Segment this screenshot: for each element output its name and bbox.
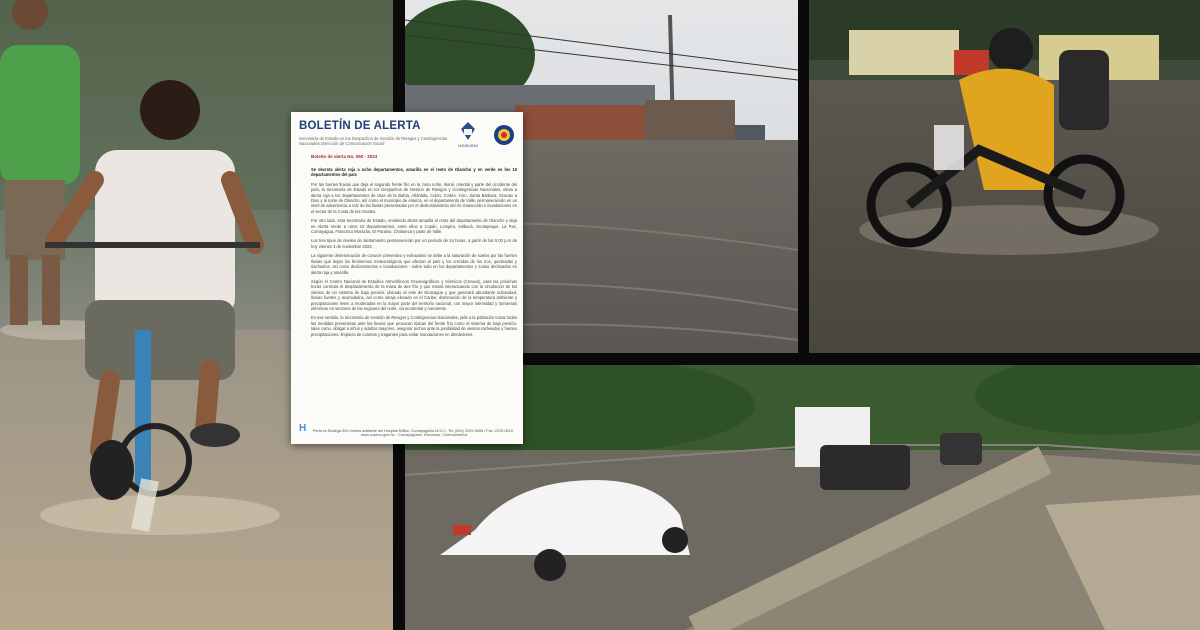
highway-image bbox=[405, 365, 1200, 630]
bulletin-body bbox=[311, 167, 517, 341]
bulletin-paragraph: En ese sentido, la Secretaría de Gestión de Riesgos y Contingencias Nacionales, pide a la población tomar todas las medidas preventivas ante las lluvias que provocan típicas del frente frío como el sistema de baja presión, tales como, obligar a niños y adultos mayores, asegurar techos ante la posibilidad de vientos racheados y fuertes precipitaciones, limpieza de cunetas y tragantes para evitar inundaciones en alrededores. bbox=[311, 315, 517, 337]
photo-motorcycle bbox=[809, 0, 1200, 353]
bulletin-paragraph: La siguiente determinación de conocer preventivo y exhaustivo se debe a la saturación de suelos por las fuertes lluvias que dejan los fenómenos meteorológicos que afectan al país y los crecidas de los ríos, quebradas y riachuelos, así como deslizamientos e inundaciones - sobre todo en los departamentos y zonas declarados en alerta roja y amarilla. bbox=[311, 253, 517, 275]
bulletin-paragraph: Por otro lado, esta Secretaría de Estado, emitiendo alerta amarilla al resto del departamento de Olancho y deja en Alerta Verde a otros 10 departamentos, entre ellos a Copán, Lempira, Intibucá, Ocotepeque, La Paz, Comayagua, Francisco Morazán, El Paraíso, Choluteca y parte de Valle. bbox=[311, 218, 517, 235]
bulletin-paragraph: Por las fuertes lluvias que deja el segundo frente frío en la zona norte, litoral, oriental y parte del occidente del país, la Secretaría de Estado en los Despachos de Gestión de Riesgos y Contingencias Nacionales, eleva a alerta roja a los departamentos de Islas de la Bahía, Atlántida, Colón, Cortés, Yoro, Santa Bárbara, Gracias a Dios y al norte de Olancho, así como el municipio de Alianza, en el departamento de Valle, permaneciendo en un nivel de advertencia a raíz de las lluvias presentadas por el desbordamiento del río Goascorán e inundaciones en el sector de la Costa de los Amates. bbox=[311, 181, 517, 214]
bulletin-footer: Perla en Bodega 300 metros adelante del Hospital Militar, Comayagüela M.D.C. Tel. (504) 2229-0606 / Fax: 2229-0616 · www.copeco.gob.hn · Comayagüela, Honduras, Centroamérica bbox=[312, 428, 516, 438]
seal-label: HONDURAS bbox=[457, 144, 479, 148]
photo-highway bbox=[405, 365, 1200, 630]
copeco-logo-icon bbox=[493, 124, 515, 146]
bulletin-reference: Boletín de alerta No. 050 - 2023 bbox=[311, 154, 378, 159]
alert-bulletin-document bbox=[291, 112, 523, 444]
motorcycle-image bbox=[809, 0, 1200, 353]
bulletin-subtitle: Secretaría de Estado en los Despachos de Gestión de Riesgos y Contingencias Nacionales Dirección de Comunicación Social bbox=[299, 136, 448, 146]
bulletin-footer-mark: H bbox=[299, 423, 307, 434]
honduras-seal-icon bbox=[457, 120, 479, 150]
bulletin-title: BOLETÍN DE ALERTA bbox=[299, 120, 421, 132]
bulletin-paragraph: Según el Centro Nacional de Estudios Atmosféricos Oceanográficos y Sísmicos (Cenaos), para las próximas horas continúa el desplazamiento de la masa de aire frío y que estará interactuando con la circulación de los vientos de un sistema de baja presión, ubicado al este de Nicaragua y que generará abundante nubosidad, lluvias fuertes y acumulados, así como oleaje elevado en el Caribe, disminución de la temperatura ambiente y precipitaciones leves a moderadas en la mayor parte del territorio nacional, con mayor intensidad y tormentas eléctricas en sectores de las regiones del norte, noroccidental y nororiente. bbox=[311, 278, 517, 311]
bulletin-headline: Se decreta alerta roja a ocho departamentos, amarilla en el resto de Olancho y en verde en los 10 departamentos del país bbox=[311, 167, 517, 178]
bulletin-header bbox=[299, 120, 515, 166]
bulletin-paragraph: Los tres tipos de niveles de alertamiento permanecerán por un período de 24 horas, a partir de las 5:00 p.m de hoy viernes 3 de noviembre 2023. bbox=[311, 238, 517, 249]
